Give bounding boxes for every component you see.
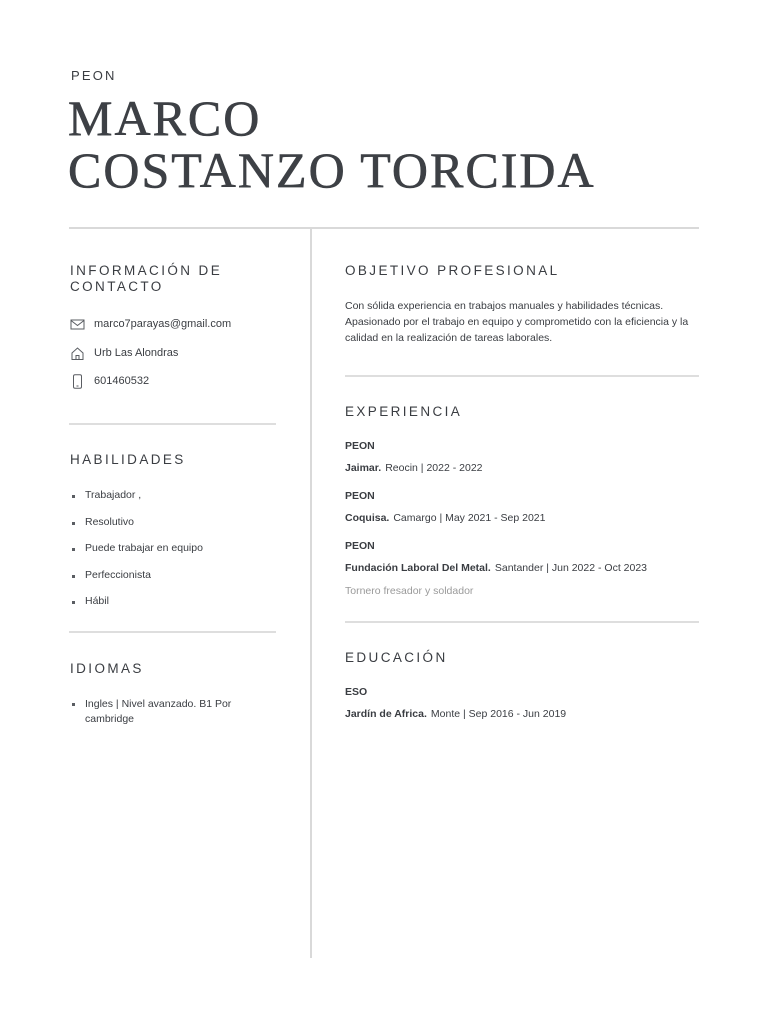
contact-heading-line-2: CONTACTO xyxy=(70,279,164,294)
email-text: marco7parayas@gmail.com xyxy=(94,318,232,330)
job-details: Santander | Jun 2022 - Oct 2023 xyxy=(494,562,648,574)
home-icon xyxy=(70,346,85,361)
experience-heading: EXPERIENCIA xyxy=(345,404,463,419)
phone-icon xyxy=(70,374,85,389)
languages-heading: IDIOMAS xyxy=(70,661,144,676)
job-line xyxy=(345,562,647,574)
contact-email xyxy=(70,316,231,332)
skills-divider xyxy=(69,631,276,633)
column-divider xyxy=(310,229,312,958)
job-details: Reocin | 2022 - 2022 xyxy=(385,462,483,474)
job-role: PEON xyxy=(345,490,375,502)
languages-list xyxy=(72,697,235,727)
education-line xyxy=(345,708,566,720)
phone-text: 601460532 xyxy=(94,375,150,387)
address-text: Urb Las Alondras xyxy=(94,347,179,359)
skill-item: Hábil xyxy=(72,595,203,622)
job-company: Jaimar. xyxy=(345,462,382,474)
objective-heading: OBJETIVO PROFESIONAL xyxy=(345,263,560,278)
job-company: Coquisa. xyxy=(345,512,390,524)
job-role: PEON xyxy=(345,540,375,552)
skill-item: Resolutivo xyxy=(72,516,203,543)
job-role: PEON xyxy=(345,440,375,452)
contact-divider xyxy=(69,423,276,425)
job-line xyxy=(345,512,546,524)
name-line-2: COSTANZO TORCIDA xyxy=(68,142,596,198)
contact-heading xyxy=(70,263,222,295)
contact-heading-line-1: INFORMACIÓN DE xyxy=(70,263,223,278)
skill-item: Puede trabajar en equipo xyxy=(72,542,203,569)
job-details: Camargo | May 2021 - Sep 2021 xyxy=(393,512,546,524)
header-divider xyxy=(69,227,699,229)
mail-icon xyxy=(70,317,85,332)
job-company: Fundación Laboral Del Metal. xyxy=(345,562,491,574)
language-item: Ingles | Nivel avanzado. B1 Por cambridge xyxy=(72,697,235,727)
education-school: Jardín de Africa. xyxy=(345,708,427,720)
education-details: Monte | Sep 2016 - Jun 2019 xyxy=(430,708,567,720)
skill-item: Perfeccionista xyxy=(72,569,203,596)
skills-heading: HABILIDADES xyxy=(70,452,186,467)
objective-text: Con sólida experiencia en trabajos manuales y habilidades técnicas. Apasionado por el trabajo en equipo y comprometido con la eficiencia y la calidad en la realización de tareas laborales. xyxy=(345,300,689,344)
job-description: Tornero fresador y soldador xyxy=(345,585,474,597)
education-degree: ESO xyxy=(345,686,368,698)
contact-phone xyxy=(70,373,149,389)
skill-item: Trabajador , xyxy=(72,489,203,516)
full-name xyxy=(68,92,596,196)
job-line xyxy=(345,462,483,474)
job-title: PEON xyxy=(71,68,117,83)
contact-address xyxy=(70,345,178,361)
name-line-1: MARCO xyxy=(68,90,262,146)
experience-divider xyxy=(345,621,699,623)
skills-list xyxy=(72,489,203,622)
objective-divider xyxy=(345,375,699,377)
education-heading: EDUCACIÓN xyxy=(345,650,448,665)
